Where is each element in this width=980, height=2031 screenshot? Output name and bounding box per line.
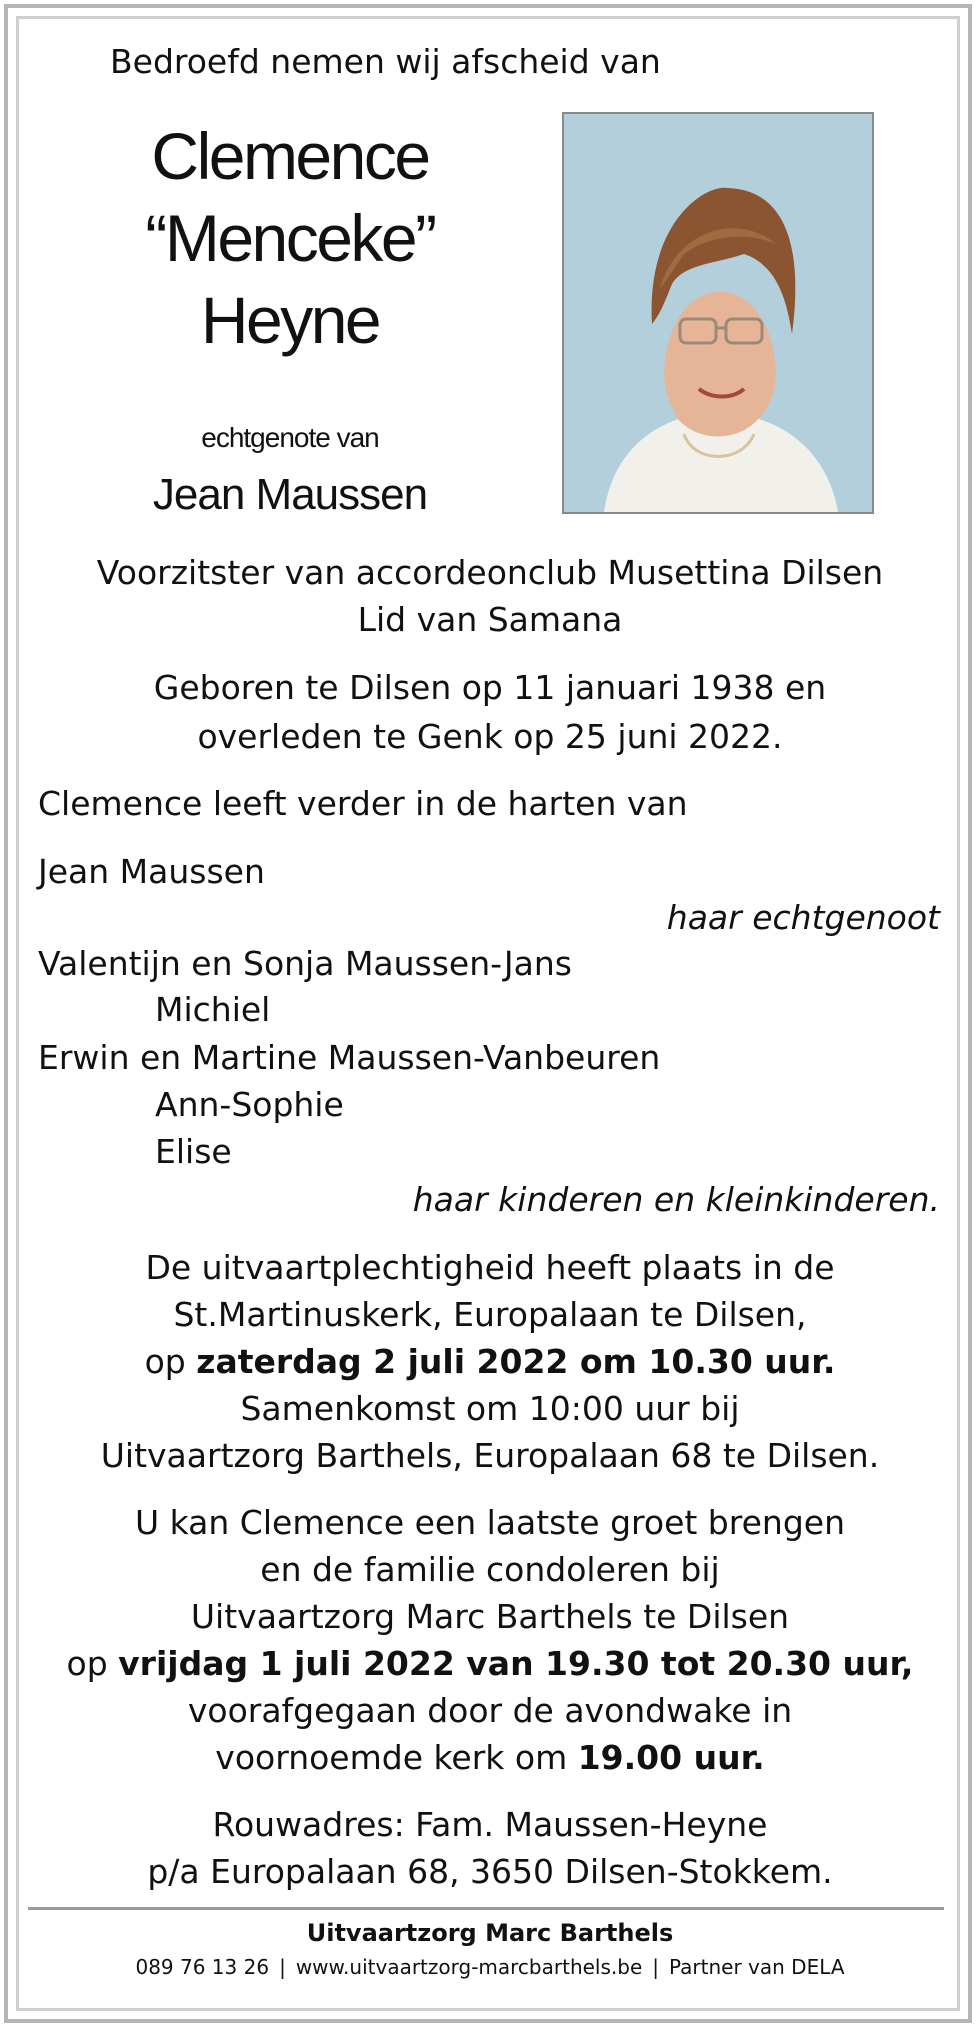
deceased-last-name: Heyne bbox=[200, 283, 380, 357]
survived-intro: Clemence leeft verder in de harten van bbox=[38, 784, 688, 823]
ceremony-line-4: Samenkomst om 10:00 uur bij bbox=[240, 1389, 740, 1428]
portrait-photo bbox=[562, 112, 874, 514]
visitation-prefix: op bbox=[66, 1644, 119, 1683]
family-grandchild-2: Ann-Sophie bbox=[155, 1085, 344, 1124]
deceased-first-name: Clemence bbox=[151, 119, 429, 193]
footer-separator-1: | bbox=[279, 1955, 286, 1979]
family-child-1: Valentijn en Sonja Maussen-Jans bbox=[38, 944, 572, 983]
family-grandchild-3: Elise bbox=[155, 1132, 232, 1171]
dates-line-1: Geboren te Dilsen op 11 januari 1938 en bbox=[153, 668, 827, 707]
footer-divider bbox=[28, 1907, 944, 1910]
role-line-1: Voorzitster van accordeonclub Musettina Dilsen bbox=[96, 553, 884, 592]
wake-prefix: voornoemde kerk om bbox=[215, 1738, 578, 1777]
footer-phone: 089 76 13 26 bbox=[135, 1955, 270, 1979]
footer-partner: Partner van DELA bbox=[669, 1955, 845, 1979]
address-line-2: p/a Europalaan 68, 3650 Dilsen-Stokkem. bbox=[147, 1852, 833, 1891]
address-line-1: Rouwadres: Fam. Maussen-Heyne bbox=[212, 1805, 768, 1844]
visitation-line-1: U kan Clemence een laatste groet brengen bbox=[135, 1503, 845, 1542]
visitation-line-2: en de familie condoleren bij bbox=[260, 1550, 720, 1589]
ceremony-line-5: Uitvaartzorg Barthels, Europalaan 68 te Dilsen. bbox=[100, 1436, 880, 1475]
visitation-line-5: voorafgegaan door de avondwake in bbox=[187, 1691, 793, 1730]
footer-separator-2: | bbox=[652, 1955, 660, 1979]
family-child-2: Erwin en Martine Maussen-Vanbeuren bbox=[38, 1038, 661, 1077]
family-spouse-role: haar echtgenoot bbox=[666, 898, 940, 937]
family-grandchild-1: Michiel bbox=[155, 990, 271, 1029]
ceremony-line-2: St.Martinuskerk, Europalaan te Dilsen, bbox=[173, 1295, 807, 1334]
visitation-line-3: Uitvaartzorg Marc Barthels te Dilsen bbox=[190, 1597, 790, 1636]
family-children-role: haar kinderen en kleinkinderen. bbox=[412, 1180, 940, 1219]
visitation-line-4 bbox=[20, 1644, 960, 1683]
wake-time: 19.00 uur. bbox=[577, 1738, 765, 1777]
ceremony-date-time: zaterdag 2 juli 2022 om 10.30 uur. bbox=[196, 1342, 836, 1381]
role-line-2: Lid van Samana bbox=[357, 600, 623, 639]
ceremony-prefix: op bbox=[144, 1342, 197, 1381]
visitation-date-time: vrijdag 1 juli 2022 van 19.30 tot 20.30 uur, bbox=[118, 1644, 914, 1683]
portrait-illustration bbox=[564, 114, 872, 512]
footer-contact-line bbox=[20, 1955, 960, 1979]
footer-website: www.uitvaartzorg-marcbarthels.be bbox=[295, 1955, 643, 1979]
spouse-label: echtgenote van bbox=[201, 422, 379, 453]
ceremony-line-1: De uitvaartplechtigheid heeft plaats in de bbox=[145, 1248, 835, 1287]
intro-text: Bedroefd nemen wij afscheid van bbox=[110, 42, 661, 81]
footer-company: Uitvaartzorg Marc Barthels bbox=[306, 1919, 674, 1947]
family-spouse: Jean Maussen bbox=[38, 852, 265, 891]
visitation-line-6 bbox=[20, 1738, 960, 1777]
ceremony-line-3 bbox=[20, 1342, 960, 1381]
dates-line-2: overleden te Genk op 25 juni 2022. bbox=[197, 717, 783, 756]
spouse-name: Jean Maussen bbox=[152, 470, 428, 519]
deceased-nickname: “Menceke” bbox=[145, 201, 435, 275]
